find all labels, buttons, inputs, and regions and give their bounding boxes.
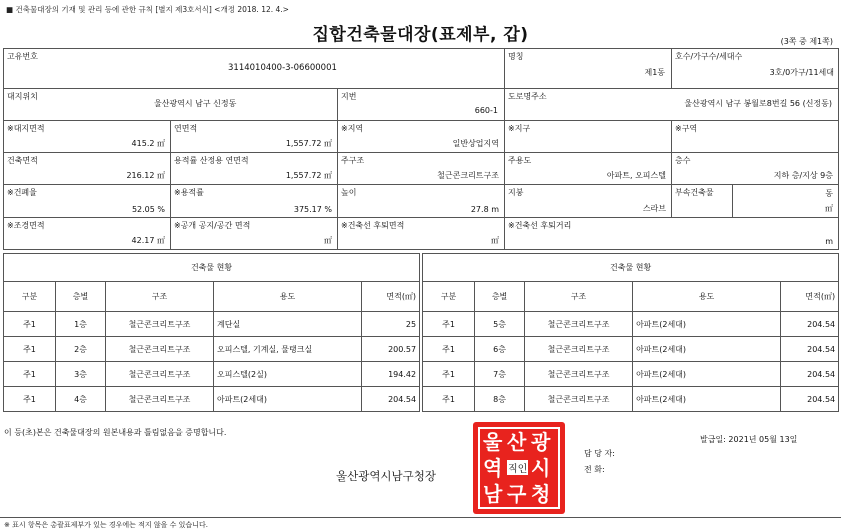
floors-count-label: 층수 [675,156,691,165]
households-cell [672,49,839,89]
table-row [4,362,839,387]
households-value: 3호/0가구/11세대 [769,68,835,77]
name-label: 명칭 [508,52,524,61]
height-label: 높이 [341,188,357,197]
site-area-label: ※대지면적 [7,124,45,133]
document-title: 집합건축물대장(표제부, 갑) [312,25,529,45]
row-use: 아파트(2세대) [214,387,362,412]
road-label: 도로명주소 [508,92,547,101]
row-use: 아파트(2세대) [633,312,781,337]
main-structure-value: 철근콘크리트구조 [437,171,499,180]
row-type: 주1 [4,337,56,362]
col-type: 구분 [423,282,475,312]
unique-no-cell [4,49,505,89]
row-floor: 3층 [56,362,106,387]
table-row [4,312,839,337]
row-structure: 철근콘크리트구조 [525,362,633,387]
open-space-cell [171,218,338,250]
coverage-cell [4,185,171,218]
site-label: 대지위치 [7,92,38,101]
annex-area: ㎡ [825,204,833,213]
row-area: 204.54 [781,387,839,412]
issue-date: 발급일: 2021년 05월 13일 [700,435,798,444]
lot-value: 660-1 [474,106,498,115]
table-row [4,337,839,362]
roof-value: 스라브 [642,204,666,213]
main-structure-cell [338,153,505,185]
open-space-label: ※공개 공지/공간 면적 [174,221,251,230]
row-floor: 2층 [56,337,106,362]
setback-area-value: ㎡ [491,236,499,245]
far-value: 375.17 % [293,205,332,214]
col-structure: 구조 [106,282,214,312]
regulation-note: ■ 건축물대장의 기재 및 관리 등에 관한 규칙 [별지 제3호서식] <개정 2018. 12. 4.> [6,5,289,14]
section-title-right: 건축물 현황 [423,254,839,282]
far-area-label: 용적률 산정용 연면적 [174,156,249,165]
col-area: 면적(㎡) [362,282,420,312]
total-area-value: 1,557.72 ㎡ [285,139,332,148]
name-value: 제1동 [644,68,666,77]
col-use: 용도 [214,282,362,312]
row-floor: 6층 [475,337,525,362]
lot-cell [338,89,505,121]
zone-cell [338,121,505,153]
building-area-cell [4,153,171,185]
site-value: 울산광역시 남구 신정동 [154,99,237,108]
height-cell [338,185,505,218]
height-value: 27.8 m [470,205,499,214]
row-use: 오피스텔, 기계실, 물탱크실 [214,337,362,362]
footnote: ※ 표시 항목은 총괄표제부가 있는 경우에는 적지 않을 수 있습니다. [4,521,208,529]
row-type: 주1 [4,312,56,337]
coverage-value: 52.05 % [131,205,165,214]
roof-label: 지붕 [508,188,524,197]
annex-count: 동 [825,189,833,198]
official-seal: 울 산 광 역 시 남 구 청 직인 [473,422,565,514]
open-space-value: ㎡ [324,236,332,245]
area-label: ※구역 [675,124,698,133]
main-use-cell [505,153,672,185]
row-area: 194.42 [362,362,420,387]
setback-area-label: ※건축선 후퇴면적 [341,221,405,230]
row-type: 주1 [423,312,475,337]
main-structure-label: 주구조 [341,156,365,165]
unique-no-label: 고유번호 [7,52,38,61]
row-structure: 철근콘크리트구조 [525,387,633,412]
total-area-label: 연면적 [174,124,198,133]
bottom-divider [0,517,841,518]
row-use: 아파트(2세대) [633,362,781,387]
col-floor: 층별 [475,282,525,312]
building-area-label: 건축면적 [7,156,38,165]
district-label: ※지구 [508,124,531,133]
col-type: 구분 [4,282,56,312]
roof-cell [505,185,672,218]
info-grid-2 [3,88,839,250]
row-area: 204.54 [781,337,839,362]
total-area-cell [171,121,338,153]
row-floor: 7층 [475,362,525,387]
page-info: (3쪽 중 제1쪽) [780,37,833,46]
main-use-value: 아파트, 오피스텔 [606,171,666,180]
landscape-cell [4,218,171,250]
far-cell [171,185,338,218]
site-cell [4,89,338,121]
row-area: 204.54 [781,362,839,387]
road-value: 울산광역시 남구 봉월로8번길 56 (신정동) [684,99,832,108]
district-cell [505,121,672,153]
row-structure: 철근콘크리트구조 [525,312,633,337]
col-structure: 구조 [525,282,633,312]
issuer-name: 울산광역시남구청장 [336,469,436,483]
setback-area-cell [338,218,505,250]
row-use: 오피스텔(2실) [214,362,362,387]
row-use: 아파트(2세대) [633,337,781,362]
row-type: 주1 [423,362,475,387]
site-area-cell [4,121,171,153]
seal-mark: 직인 [507,460,528,475]
row-area: 200.57 [362,337,420,362]
setback-dist-value: m [825,237,833,246]
far-area-value: 1,557.72 ㎡ [285,171,332,180]
main-use-label: 주용도 [508,156,532,165]
row-floor: 4층 [56,387,106,412]
area-cell [672,121,839,153]
floor-status-table [3,253,839,412]
row-structure: 철근콘크리트구조 [106,312,214,337]
certify-text: 이 등(초)본은 건축물대장의 원본내용과 틀림없음을 증명합니다. [4,428,227,437]
row-use: 아파트(2세대) [633,387,781,412]
row-structure: 철근콘크리트구조 [106,337,214,362]
table-row [4,387,839,412]
annex-cell [672,185,839,218]
unique-no-value: 3114010400-3-06600001 [228,63,337,73]
row-type: 주1 [4,362,56,387]
zone-label: ※지역 [341,124,364,133]
row-area: 25 [362,312,420,337]
name-cell [505,49,672,89]
far-label: ※용적률 [174,188,204,197]
row-area: 204.54 [781,312,839,337]
row-structure: 철근콘크리트구조 [106,362,214,387]
row-area: 204.54 [362,387,420,412]
floors-count-cell [672,153,839,185]
far-area-cell [171,153,338,185]
row-type: 주1 [423,387,475,412]
landscape-label: ※조경면적 [7,221,45,230]
zone-value: 일반상업지역 [452,139,499,148]
info-grid [3,48,839,89]
setback-dist-label: ※건축선 후퇴거리 [508,221,572,230]
row-structure: 철근콘크리트구조 [106,387,214,412]
row-type: 주1 [4,387,56,412]
section-title-left: 건축물 현황 [4,254,420,282]
row-floor: 8층 [475,387,525,412]
row-type: 주1 [423,337,475,362]
row-structure: 철근콘크리트구조 [525,337,633,362]
phone-label: 전 화: [584,465,605,474]
setback-dist-cell [505,218,839,250]
col-use: 용도 [633,282,781,312]
building-area-value: 216.12 ㎡ [126,171,165,180]
col-floor: 층별 [56,282,106,312]
site-area-value: 415.2 ㎡ [131,139,165,148]
lot-label: 지번 [341,92,357,101]
row-floor: 5층 [475,312,525,337]
landscape-value: 42.17 ㎡ [131,236,165,245]
col-area: 면적(㎡) [781,282,839,312]
contact-person-label: 담 당 자: [584,449,615,458]
annex-label: 부속건축물 [675,188,714,197]
row-floor: 1층 [56,312,106,337]
households-label: 호수/가구수/세대수 [675,52,743,61]
row-use: 계단실 [214,312,362,337]
floors-count-value: 지하 층/지상 9층 [773,171,833,180]
road-cell [505,89,839,121]
coverage-label: ※건폐율 [7,188,37,197]
